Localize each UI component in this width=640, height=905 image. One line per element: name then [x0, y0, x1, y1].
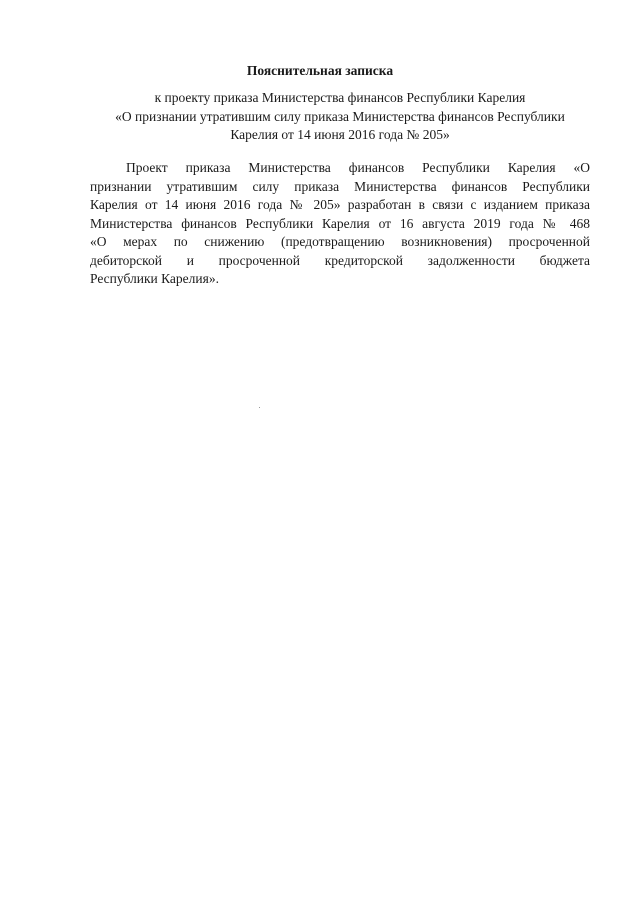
body-line: Республики Карелия».: [90, 271, 219, 286]
subtitle-line: «О признании утратившим силу приказа Министерства финансов Республики: [115, 108, 565, 124]
document-title: Пояснительная записка: [246, 63, 394, 78]
body-paragraph: [90, 159, 590, 289]
body-line: Карелия от 14 июня 2016 года № 205» разработан в связи с изданием приказа: [90, 197, 590, 212]
document-subtitle: [90, 89, 590, 145]
scan-speck: [259, 407, 260, 408]
body-line: признании утратившим силу приказа Министерства финансов Республики: [90, 178, 590, 194]
body-line: «О мерах по снижению (предотвращению возникновения) просроченной: [90, 234, 590, 249]
body-line: Министерства финансов Республики Карелия от 16 августа 2019 года № 468: [90, 215, 590, 231]
subtitle-line: к проекту приказа Министерства финансов Республики Карелия: [154, 90, 526, 105]
subtitle-line: Карелия от 14 июня 2016 года № 205»: [230, 127, 450, 142]
body-line: дебиторской и просроченной кредиторской задолженности бюджета: [90, 252, 590, 268]
body-line: Проект приказа Министерства финансов Республики Карелия «О: [126, 160, 590, 175]
